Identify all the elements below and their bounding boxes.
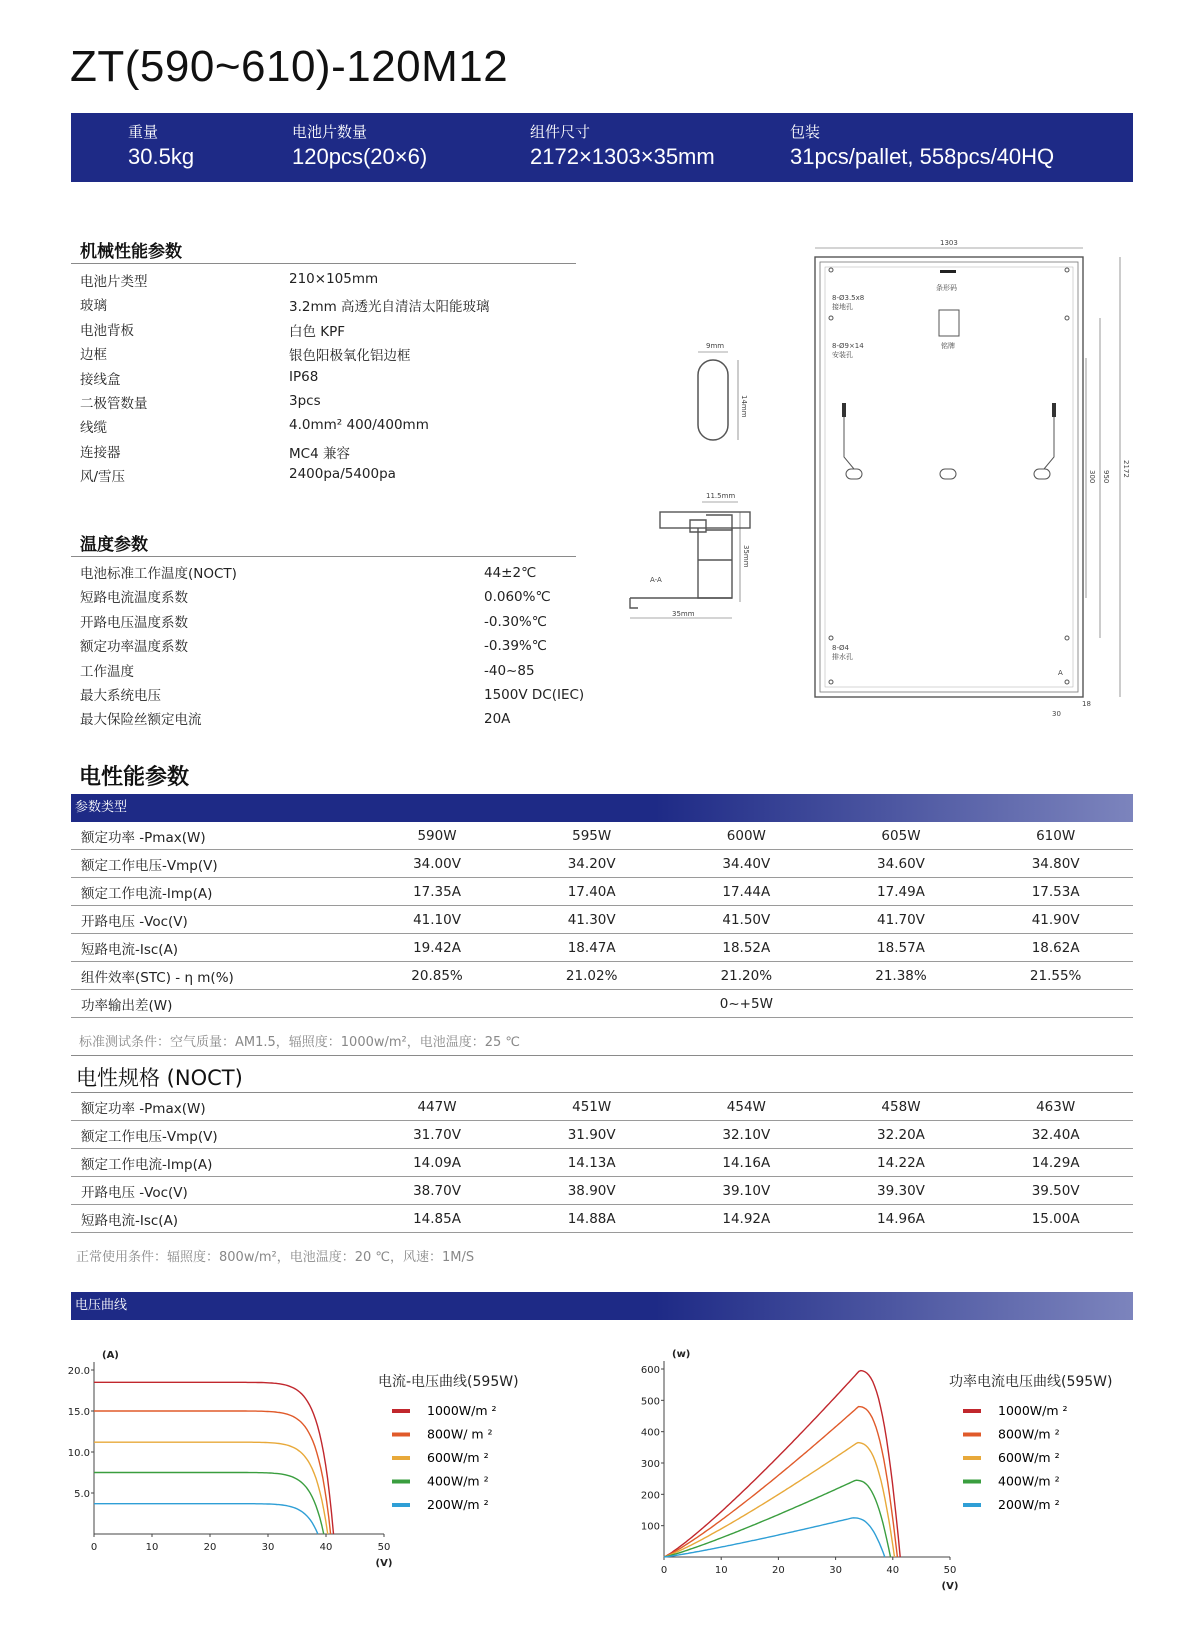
- y-tick-label: 100: [640, 1521, 660, 1533]
- x-tick-label: 50: [377, 1542, 391, 1553]
- y-tick-label: 10.0: [67, 1448, 90, 1459]
- cell-value: 14.22A: [824, 1149, 979, 1177]
- corner-dim-2: 30: [1052, 710, 1061, 718]
- mech-key: 连接器: [80, 444, 121, 461]
- cell-value: 39.50V: [978, 1177, 1133, 1205]
- cell-value: 38.70V: [360, 1177, 515, 1205]
- cell-value: 32.40A: [978, 1121, 1133, 1149]
- cell-value: 14.29A: [978, 1149, 1133, 1177]
- cell-value: 39.10V: [669, 1177, 824, 1205]
- mechanical-heading: 机械性能参数: [80, 242, 182, 262]
- spec-weight: [128, 121, 194, 170]
- legend-swatch: [963, 1433, 981, 1437]
- param-type-label: 参数类型: [75, 800, 128, 815]
- x-tick-label: 40: [886, 1565, 900, 1576]
- cell-value: 32.10V: [669, 1121, 824, 1149]
- series-line: [664, 1443, 895, 1557]
- mech-value: 210×105mm: [289, 271, 379, 287]
- cell-value: 18.52A: [669, 934, 824, 962]
- cell-value: 595W: [514, 822, 669, 850]
- temp-key: 最大系统电压: [80, 688, 161, 704]
- cell-value: 590W: [360, 822, 515, 850]
- cell-value: 17.40A: [514, 878, 669, 906]
- cell-value: 34.40V: [669, 850, 824, 878]
- nameplate-label: 铭牌: [941, 342, 955, 350]
- table-row: [71, 962, 1133, 990]
- y-tick-label: 15.0: [67, 1407, 90, 1418]
- pv-curve-chart: [630, 1345, 1170, 1615]
- cell-value: 34.60V: [824, 850, 979, 878]
- temp-value: 0.060%℃: [484, 589, 551, 606]
- temp-key: 工作温度: [80, 663, 134, 680]
- spec-label: 重量: [128, 123, 159, 141]
- y-axis-label: (w): [672, 1349, 691, 1360]
- row-label: 额定功率 -Pmax(W): [71, 1093, 360, 1121]
- frame-width-label: 35mm: [672, 610, 695, 618]
- legend-label: 200W/m ²: [998, 1497, 1060, 1512]
- legend-label: 200W/m ²: [427, 1497, 489, 1512]
- table-row: [71, 822, 1133, 850]
- drain-hole-note: 8-Ø4: [832, 644, 849, 652]
- section-label: A-A: [650, 576, 662, 584]
- row-label: 额定功率 -Pmax(W): [71, 822, 360, 850]
- cell-value: 14.92A: [669, 1205, 824, 1233]
- legend-label: 1000W/m ²: [998, 1403, 1068, 1418]
- y-tick-label: 20.0: [67, 1366, 90, 1377]
- spec-label: 包装: [790, 123, 821, 141]
- x-tick-label: 50: [943, 1565, 957, 1576]
- cell-value: 14.85A: [360, 1205, 515, 1233]
- table-row: [71, 878, 1133, 906]
- cell-value: 21.02%: [514, 962, 669, 990]
- spec-value: 31pcs/pallet, 558pcs/40HQ: [790, 144, 1055, 169]
- y-tick-label: 5.0: [74, 1489, 90, 1500]
- grounding-hole-desc: 接地孔: [832, 303, 853, 311]
- mech-value: 银色阳极氧化铝边框: [289, 348, 411, 365]
- mech-key: 玻璃: [80, 298, 107, 315]
- table-row: [71, 1177, 1133, 1205]
- cell-value: 41.10V: [360, 906, 515, 934]
- row-label: 开路电压 -Voc(V): [71, 906, 360, 934]
- temp-key: 开路电压温度系数: [80, 614, 188, 631]
- corner-dim-1: 18: [1082, 700, 1091, 708]
- spec-value: 120pcs(20×6): [292, 144, 428, 169]
- electrical-table: [71, 822, 1133, 1018]
- table-row: [71, 1093, 1133, 1121]
- legend-label: 1000W/m ²: [427, 1403, 497, 1418]
- spec-value: 2172×1303×35mm: [530, 144, 715, 169]
- table-row: [71, 1121, 1133, 1149]
- curves-label: 电压曲线: [75, 1298, 128, 1313]
- legend-label: 400W/m ²: [427, 1473, 489, 1489]
- cell-value: 15.00A: [978, 1205, 1133, 1233]
- hole-height-label: 14mm: [740, 395, 748, 418]
- temp-key: 短路电流温度系数: [80, 590, 188, 607]
- table-row: [71, 850, 1133, 878]
- table-row: [71, 1205, 1133, 1233]
- cell-value: 14.09A: [360, 1149, 515, 1177]
- spec-bar: [71, 113, 1133, 182]
- cell-value: 18.47A: [514, 934, 669, 962]
- electrical-header-bar: [71, 794, 1133, 822]
- spec-label: 组件尺寸: [530, 123, 591, 141]
- barcode-label: 条形码: [936, 284, 957, 292]
- cell-value: 451W: [514, 1093, 669, 1121]
- cell-value: 605W: [824, 822, 979, 850]
- frame-section: [630, 502, 750, 618]
- x-tick-label: 40: [319, 1542, 333, 1553]
- panel-outline: [815, 248, 1120, 697]
- x-tick-label: 30: [829, 1565, 842, 1576]
- legend-swatch: [392, 1433, 410, 1437]
- panel-drawing: [620, 230, 1140, 730]
- mech-key: 边框: [80, 347, 107, 364]
- hole-detail: [698, 342, 748, 440]
- temperature-heading: 温度参数: [80, 535, 148, 555]
- mechanical-rule: [71, 263, 576, 264]
- legend-swatch: [963, 1456, 981, 1460]
- cell-value: 21.20%: [669, 962, 824, 990]
- series-line: [664, 1371, 900, 1557]
- temp-value: 44±2℃: [484, 565, 537, 581]
- frame-top-label: 11.5mm: [706, 492, 736, 500]
- cell-value: 21.55%: [978, 962, 1133, 990]
- spec-value: 30.5kg: [128, 144, 195, 169]
- noct-note: 正常使用条件：辐照度：800w/m²，电池温度：20 ℃，风速：1M/S: [76, 1250, 475, 1265]
- temp-value: -40~85: [484, 662, 535, 679]
- panel-width-label: 1303: [940, 239, 958, 247]
- table-row: [71, 1149, 1133, 1177]
- spec-packing: [790, 121, 1054, 170]
- row-label: 短路电流-Isc(A): [71, 1205, 360, 1233]
- legend-swatch: [392, 1480, 410, 1484]
- stc-note: 标准测试条件：空气质量：AM1.5，辐照度：1000w/m²，电池温度：25 ℃: [79, 1035, 521, 1050]
- inner-spacing-label: 300: [1088, 470, 1096, 484]
- legend-label: 800W/ m ²: [427, 1426, 493, 1442]
- y-axis-label: (A): [102, 1350, 119, 1361]
- hole-width-label: 9mm: [706, 342, 725, 350]
- cell-value: 32.20A: [824, 1121, 979, 1149]
- row-label: 开路电压 -Voc(V): [71, 1177, 360, 1205]
- legend-label: 800W/m ²: [998, 1426, 1060, 1442]
- page-title: ZT(590~610)-120M12: [70, 42, 509, 91]
- row-label: 短路电流-Isc(A): [71, 934, 360, 962]
- noct-table: [71, 1093, 1133, 1233]
- mech-key: 电池片类型: [80, 274, 148, 290]
- x-tick-label: 10: [714, 1565, 728, 1576]
- x-tick-label: 0: [660, 1565, 668, 1576]
- spec-label: 电池片数量: [292, 123, 368, 141]
- y-tick-label: 200: [640, 1490, 660, 1502]
- x-axis-label: (V): [375, 1558, 393, 1569]
- x-tick-label: 10: [145, 1542, 159, 1553]
- frame-height-label: 35mm: [742, 545, 750, 568]
- noct-heading: 电性规格 (NOCT): [76, 1066, 243, 1090]
- temp-value: -0.30%℃: [484, 613, 547, 630]
- temp-value: 20A: [484, 711, 511, 728]
- cell-value: 610W: [978, 822, 1133, 850]
- series-line: [94, 1442, 328, 1534]
- cell-value: 17.49A: [824, 878, 979, 906]
- mech-key: 电池背板: [80, 322, 134, 339]
- cell-value: 39.30V: [824, 1177, 979, 1205]
- y-tick-label: 300: [640, 1459, 660, 1470]
- cell-value: 41.70V: [824, 906, 979, 934]
- table-row: [71, 990, 1133, 1018]
- temp-value: -0.39%℃: [484, 638, 547, 655]
- legend-label: 600W/m ²: [427, 1450, 489, 1465]
- mech-key: 风/雪压: [80, 469, 126, 486]
- series-line: [94, 1382, 334, 1534]
- cell-value: 21.38%: [824, 962, 979, 990]
- y-tick-label: 500: [640, 1396, 660, 1408]
- cell-value: 14.16A: [669, 1149, 824, 1177]
- cell-value: 454W: [669, 1093, 824, 1121]
- x-tick-label: 0: [90, 1542, 98, 1553]
- mech-value: MC4 兼容: [289, 445, 350, 462]
- table-row: [71, 934, 1133, 962]
- panel-height-label: 2172: [1122, 460, 1130, 478]
- mech-value: 3.2mm 高透光自清洁太阳能玻璃: [289, 299, 490, 316]
- table-row: [71, 906, 1133, 934]
- cell-value: 18.62A: [978, 934, 1133, 962]
- spec-cells: [292, 121, 427, 170]
- cell-value: 34.20V: [514, 850, 669, 878]
- section-mark-label: A: [1058, 669, 1063, 677]
- legend-swatch: [963, 1503, 981, 1507]
- row-label: 组件效率(STC) - η m(%): [71, 962, 360, 990]
- legend-label: 400W/m ²: [998, 1473, 1060, 1489]
- electrical-heading: 电性能参数: [79, 765, 190, 790]
- cell-value: 41.30V: [514, 906, 669, 934]
- cell-value: 41.50V: [669, 906, 824, 934]
- row-label: 额定工作电压-Vmp(V): [71, 850, 360, 878]
- temp-value: 1500V DC(IEC): [484, 687, 585, 703]
- mount-spacing-label: 950: [1102, 470, 1110, 484]
- stc-rule: [71, 1055, 1133, 1056]
- y-tick-label: 400: [640, 1427, 660, 1439]
- mounting-hole-note: 8-Ø9×14: [832, 342, 864, 350]
- spec-size: [530, 121, 715, 170]
- cell-value: 463W: [978, 1093, 1133, 1121]
- cell-value: 14.13A: [514, 1149, 669, 1177]
- mech-key: 二极管数量: [80, 396, 148, 412]
- cell-value: 0~+5W: [360, 990, 1133, 1018]
- x-tick-label: 30: [261, 1542, 275, 1553]
- cell-value: 18.57A: [824, 934, 979, 962]
- mech-key: 接线盒: [80, 371, 121, 388]
- mech-key: 线缆: [80, 420, 107, 437]
- cell-value: 38.90V: [514, 1177, 669, 1205]
- temp-key: 额定功率温度系数: [80, 639, 188, 656]
- cell-value: 19.42A: [360, 934, 515, 962]
- temp-key: 电池标准工作温度(NOCT): [80, 566, 237, 582]
- cell-value: 31.90V: [514, 1121, 669, 1149]
- legend-swatch: [392, 1503, 410, 1507]
- cell-value: 17.44A: [669, 878, 824, 906]
- chart-title: 电流-电压曲线(595W): [378, 1374, 519, 1390]
- x-tick-label: 20: [203, 1542, 217, 1553]
- grounding-hole-note: 8-Ø3.5x8: [832, 294, 865, 302]
- curves-header-bar: [71, 1292, 1133, 1320]
- legend-label: 600W/m ²: [998, 1450, 1060, 1465]
- cell-value: 34.80V: [978, 850, 1133, 878]
- mech-value: 白色 KPF: [289, 323, 346, 340]
- legend-swatch: [392, 1409, 410, 1413]
- cell-value: 14.88A: [514, 1205, 669, 1233]
- row-label: 额定工作电流-Imp(A): [71, 878, 360, 906]
- mech-value: 2400pa/5400pa: [289, 466, 396, 483]
- row-label: 额定工作电压-Vmp(V): [71, 1121, 360, 1149]
- cell-value: 17.35A: [360, 878, 515, 906]
- cell-value: 600W: [669, 822, 824, 850]
- legend-swatch: [392, 1456, 410, 1460]
- legend-swatch: [963, 1409, 981, 1413]
- legend-swatch: [963, 1480, 981, 1484]
- cell-value: 458W: [824, 1093, 979, 1121]
- temperature-rule: [71, 556, 576, 557]
- x-tick-label: 20: [772, 1565, 785, 1576]
- cell-value: 41.90V: [978, 906, 1133, 934]
- row-label: 额定工作电流-Imp(A): [71, 1149, 360, 1177]
- drain-hole-desc: 排水孔: [832, 653, 853, 661]
- cell-value: 34.00V: [360, 850, 515, 878]
- cell-value: 31.70V: [360, 1121, 515, 1149]
- mounting-hole-desc: 安装孔: [832, 351, 853, 359]
- mech-value: IP68: [289, 368, 319, 385]
- y-tick-label: 600: [640, 1365, 660, 1376]
- cell-value: 17.53A: [978, 878, 1133, 906]
- row-label: 功率输出差(W): [71, 990, 360, 1018]
- iv-curve-chart: [60, 1332, 620, 1592]
- cell-value: 447W: [360, 1093, 515, 1121]
- chart-title: 功率电流电压曲线(595W): [949, 1374, 1113, 1390]
- series-line: [94, 1504, 318, 1534]
- cell-value: 20.85%: [360, 962, 515, 990]
- cell-value: 14.96A: [824, 1205, 979, 1233]
- temp-key: 最大保险丝额定电流: [80, 712, 202, 729]
- x-axis-label: (V): [941, 1581, 959, 1592]
- mech-value: 3pcs: [289, 393, 321, 409]
- mech-value: 4.0mm² 400/400mm: [289, 417, 429, 434]
